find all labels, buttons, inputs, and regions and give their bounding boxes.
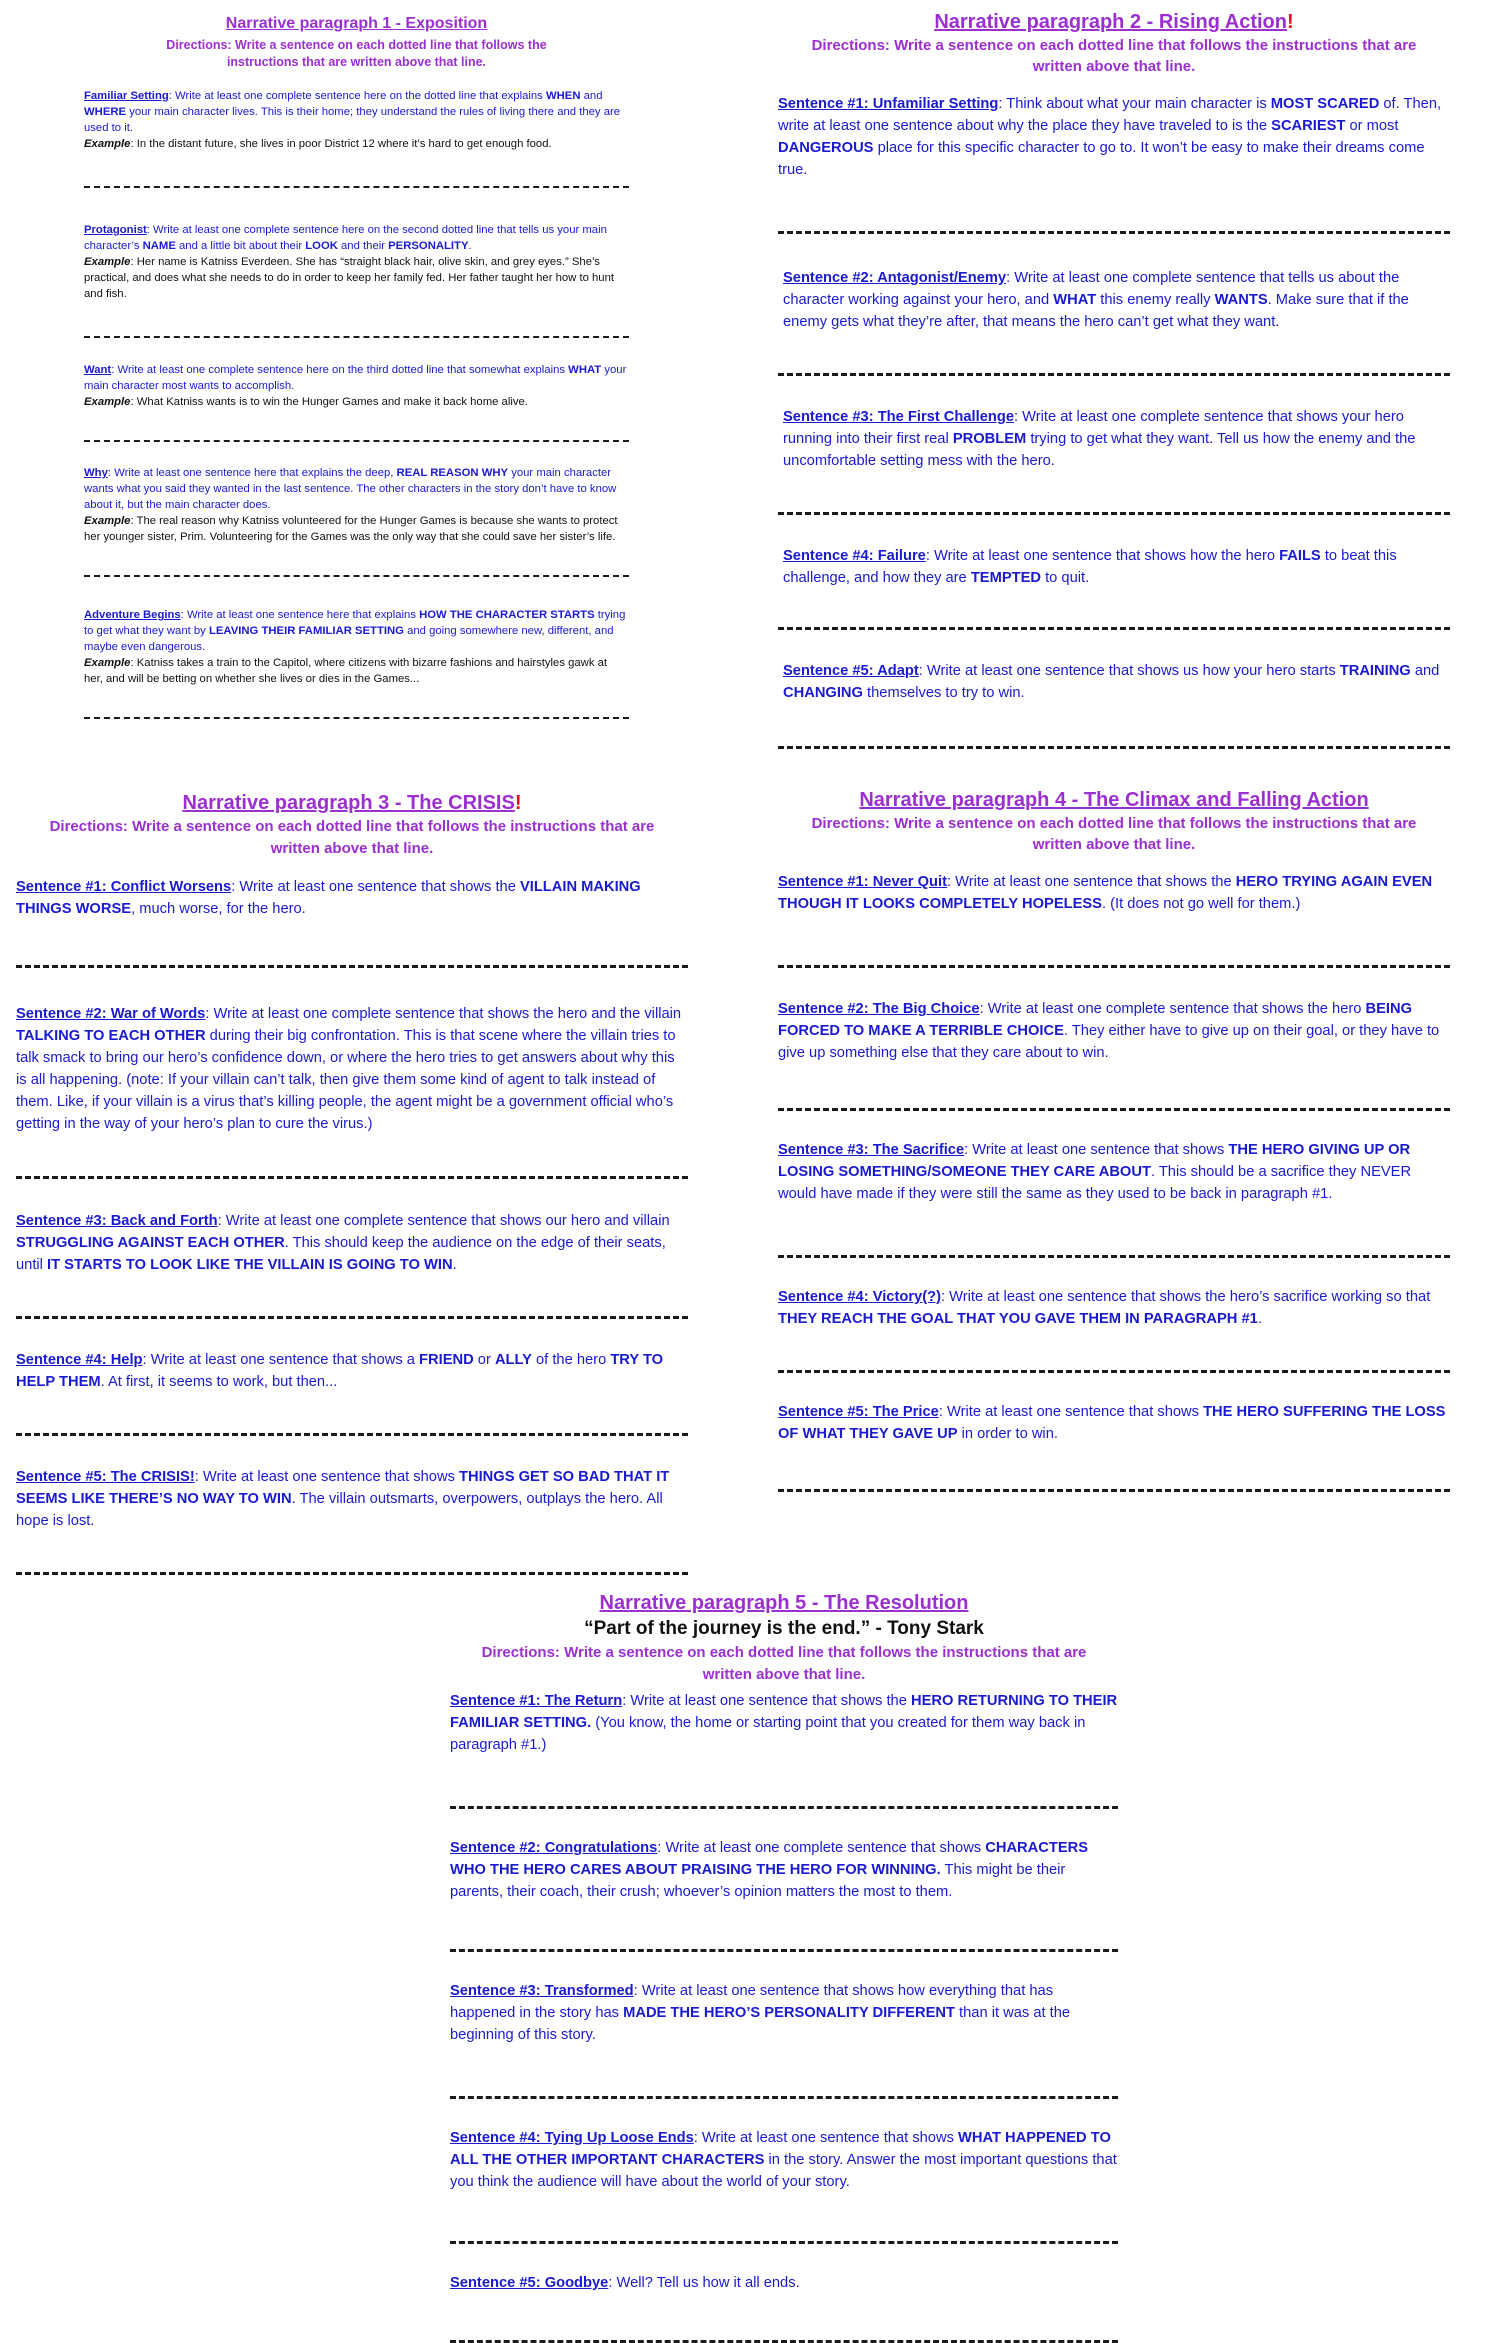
item-help: Sentence #4: Help: Write at least one sentence that shows a FRIEND or ALLY of the hero TRY TO HELP THEM. At first, it seems to work, but then... [16,1352,664,1390]
answer-line[interactable] [778,965,1450,968]
directions: Directions: Write a sentence on each dotted line that follows the instructions that are written above that line. [811,37,1417,75]
answer-line[interactable] [778,1370,1450,1373]
item-the-price: Sentence #5: The Price: Write at least one sentence that shows THE HERO SUFFERING THE LOSS OF WHAT THEY GAVE UP in order to win. [778,1404,1446,1442]
item-why: Why: Write at least one sentence here that explains the deep, REAL REASON WHY your main character wants what you said they wanted in the last sentence. The other characters in the story don’t have to know about it, but the main character does. Example: The real reason why Katniss volunteered for the Hunger Games is because she wants to protect her younger sister, Prim. Volunteering for the Games was the only way that she could save her sister’s life. [84,467,618,543]
answer-line[interactable] [778,1489,1450,1492]
panel-title: Narrative paragraph 1 - Exposition [225,15,488,32]
answer-line[interactable] [16,965,688,968]
answer-line[interactable] [84,440,629,442]
answer-line[interactable] [84,336,629,338]
answer-line[interactable] [84,186,629,188]
item-back-and-forth: Sentence #3: Back and Forth: Write at least one complete sentence that shows our hero and villain STRUGGLING AGAINST EACH OTHER. This should keep the audience on the edge of their seats, until IT STARTS TO LOOK LIKE THE VILLAIN IS GOING TO WIN. [16,1213,670,1273]
item-big-choice: Sentence #2: The Big Choice: Write at least one complete sentence that shows the hero BEING FORCED TO MAKE A TERRIBLE CHOICE. They either have to give up on their goal, or they have to give up something else that they care about to win. [778,1001,1440,1061]
directions: Directions: Write a sentence on each dotted line that follows the instructions that are written above that line. [811,815,1417,853]
answer-line[interactable] [450,1949,1118,1952]
answer-line[interactable] [84,575,629,577]
answer-line[interactable] [16,1316,688,1319]
panel-crisis [16,790,688,1575]
item-familiar-setting: Familiar Setting: Write at least one complete sentence here on the dotted line that explains WHEN and WHERE your main character lives. This is their home; they understand the rules of living there and they are used to it. Example: In the distant future, she lives in poor District 12 where it’s hard to get enough food. [84,90,621,150]
item-congratulations: Sentence #2: Congratulations: Write at least one complete sentence that shows CHARACTERS WHO THE HERO CARES ABOUT PRAISING THE HERO FOR WINNING. This might be their parents, their coach, their crush; whoever’s opinion matters the most to them. [450,1840,1089,1900]
answer-line[interactable] [778,746,1450,749]
panel-resolution [450,1590,1118,2343]
answer-line[interactable] [778,231,1450,234]
item-transformed: Sentence #3: Transformed: Write at least one sentence that shows how everything that has happened in the story has MADE THE HERO’S PERSONALITY DIFFERENT than it was at the beginning of this story. [450,1983,1071,2043]
directions: Directions: Write a sentence on each dotted line that follows the instructions that are written above that line. [166,38,547,69]
answer-line[interactable] [16,1433,688,1436]
answer-line[interactable] [84,717,629,719]
item-loose-ends: Sentence #4: Tying Up Loose Ends: Write at least one sentence that shows WHAT HAPPENED TO ALL THE OTHER IMPORTANT CHARACTERS in the story. Answer the most important questions that you think the audience will have about the world of your story. [450,2130,1117,2190]
directions: Directions: Write a sentence on each dotted line that follows the instructions that are written above that line. [49,818,655,857]
panel-title: Narrative paragraph 4 - The Climax and Falling Action [859,789,1369,811]
answer-line[interactable] [778,373,1450,376]
item-never-quit: Sentence #1: Never Quit: Write at least one sentence that shows the HERO TRYING AGAIN EVEN THOUGH IT LOOKS COMPLETELY HOPELESS. (It does not go well for them.) [778,874,1433,912]
panel-rising-action [778,9,1450,749]
item-failure: Sentence #4: Failure: Write at least one sentence that shows how the hero FAILS to beat this challenge, and how they are TEMPTED to quit. [783,548,1397,586]
item-unfamiliar-setting: Sentence #1: Unfamiliar Setting: Think about what your main character is MOST SCARED of. Then, write at least one sentence about why the place they have traveled to is the SCARIEST or most DANGEROUS place for this specific character to go to. It won’t be easy to make their dreams come true. [778,96,1442,178]
answer-line[interactable] [778,1108,1450,1111]
quote: “Part of the journey is the end.” - Tony Stark [584,1618,984,1639]
answer-line[interactable] [778,512,1450,515]
item-war-of-words: Sentence #2: War of Words: Write at least one complete sentence that shows the hero and the villain TALKING TO EACH OTHER during their big confrontation. This is that scene where the villain tries to talk smack to bring our hero’s confidence down, or where the hero tries to get answers about why this is all happening. (note: If your villain can’t talk, then give them some kind of agent to talk instead of them. Like, if your villain is a virus that’s killing people, the agent might be a government official who’s getting in the way of your hero’s plan to cure the virus.) [16,1006,682,1132]
item-the-return: Sentence #1: The Return: Write at least one sentence that shows the HERO RETURNING TO THEIR FAMILIAR SETTING. (You know, the home or starting point that you created for them way back in paragraph #1.) [450,1693,1118,1753]
panel-title: Narrative paragraph 3 - The CRISIS! [182,792,522,814]
answer-line[interactable] [778,1255,1450,1258]
item-adapt: Sentence #5: Adapt: Write at least one sentence that shows us how your hero starts TRAINING and CHANGING themselves to try to win. [783,663,1440,701]
item-antagonist: Sentence #2: Antagonist/Enemy: Write at least one complete sentence that tells us about the character working against your hero, and WHAT this enemy really WANTS. Make sure that if the enemy gets what they’re after, that means the hero can’t get what they want. [783,270,1409,330]
item-victory: Sentence #4: Victory(?): Write at least one sentence that shows the hero’s sacrifice working so that THEY REACH THE GOAL THAT YOU GAVE THEM IN PARAGRAPH #1. [778,1289,1431,1327]
panel-title: Narrative paragraph 5 - The Resolution [599,1592,969,1614]
answer-line[interactable] [450,2096,1118,2099]
answer-line[interactable] [16,1572,688,1575]
item-want: Want: Write at least one complete sentence here on the third dotted line that somewhat explains WHAT your main character most wants to accomplish. Example: What Katniss wants is to win the Hunger Games and make it back home alive. [84,364,627,408]
item-the-crisis: Sentence #5: The CRISIS!: Write at least one sentence that shows THINGS GET SO BAD THAT IT SEEMS LIKE THERE’S NO WAY TO WIN. The villain outsmarts, overpowers, outplays the hero. All hope is lost. [16,1469,670,1529]
panel-title: Narrative paragraph 2 - Rising Action! [934,11,1294,33]
panel-climax [778,787,1450,1492]
item-conflict-worsens: Sentence #1: Conflict Worsens: Write at least one sentence that shows the VILLAIN MAKING THINGS WORSE, much worse, for the hero. [16,879,641,917]
panel-exposition [84,14,629,719]
answer-line[interactable] [778,627,1450,630]
directions: Directions: Write a sentence on each dotted line that follows the instructions that are written above that line. [481,1644,1087,1683]
item-goodbye: Sentence #5: Goodbye: Well? Tell us how it all ends. [450,2275,800,2291]
item-first-challenge: Sentence #3: The First Challenge: Write at least one complete sentence that shows your hero running into their first real PROBLEM trying to get what they want. Tell us how the enemy and the uncomfortable setting mess with the hero. [783,409,1416,469]
answer-line[interactable] [450,2241,1118,2244]
item-protagonist: Protagonist: Write at least one complete sentence here on the second dotted line that tells us your main character’s NAME and a little bit about their LOOK and their PERSONALITY. Example: Her name is Katniss Everdeen. She has “straight black hair, olive skin, and grey eyes.” She’s practical, and does what she needs to do in order to keep her family fed. Her father taught her how to hunt and fish. [84,224,615,300]
item-adventure-begins: Adventure Begins: Write at least one sentence here that explains HOW THE CHARACTER STARTS trying to get what they want by LEAVING THEIR FAMILIAR SETTING and going somewhere new, different, and maybe even dangerous. Example: Katniss takes a train to the Capitol, where citizens with bizarre fashions and hairstyles gawk at her, and will be betting on whether she lives or dies in the Games... [84,609,626,685]
answer-line[interactable] [450,1806,1118,1809]
item-sacrifice: Sentence #3: The Sacrifice: Write at least one sentence that shows THE HERO GIVING UP OR LOSING SOMETHING/SOMEONE THEY CARE ABOUT. This should be a sacrifice they NEVER would have made if they were still the same as they used to be back in paragraph #1. [778,1142,1412,1202]
answer-line[interactable] [16,1176,688,1179]
